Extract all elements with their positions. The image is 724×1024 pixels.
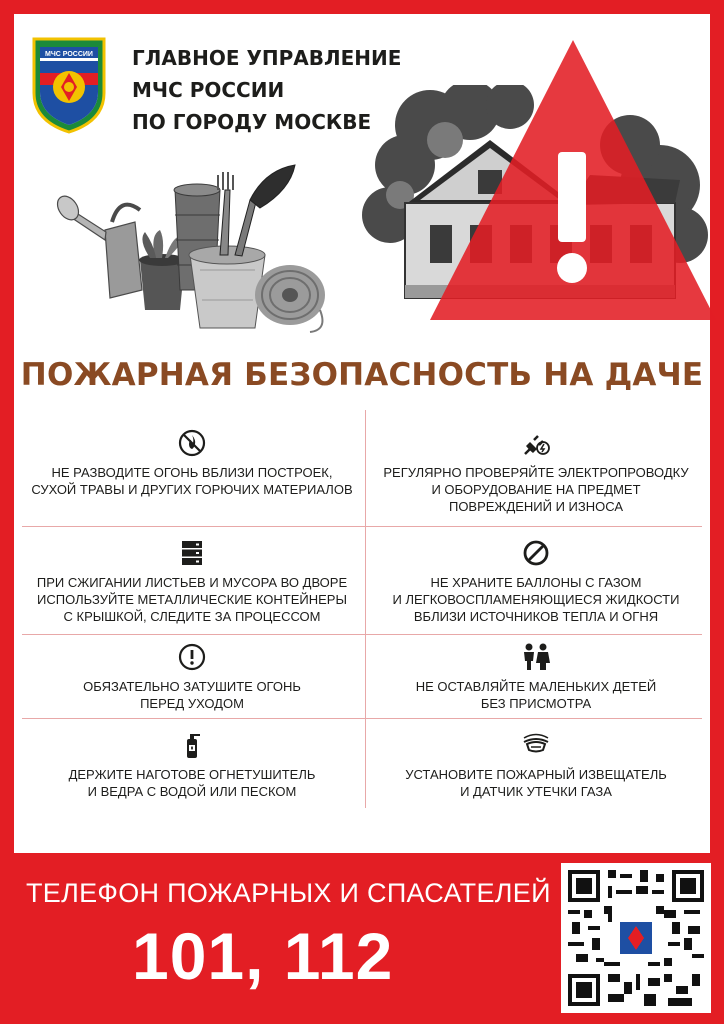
logo-top-text: МЧС РОССИИ <box>45 51 93 58</box>
rule-item <box>366 428 706 515</box>
rule-item <box>22 730 362 800</box>
emchs-emblem-logo <box>30 35 108 135</box>
rule-line: ВБЛИЗИ ИСТОЧНИКОВ ТЕПЛА И ОГНЯ <box>413 609 659 624</box>
qr-code-image <box>568 870 704 1006</box>
rule-line: НЕ ХРАНИТЕ БАЛЛОНЫ С ГАЗОМ <box>430 575 642 590</box>
rule-item <box>22 642 362 712</box>
rule-line: ИСПОЛЬЗУЙТЕ МЕТАЛЛИЧЕСКИЕ КОНТЕЙНЕРЫ <box>37 592 347 607</box>
rule-item <box>22 428 362 498</box>
phone-label: ТЕЛЕФОН ПОЖАРНЫХ И СПАСАТЕЛЕЙ <box>26 878 551 908</box>
children-icon <box>521 642 551 672</box>
metal-container-icon <box>177 538 207 568</box>
rule-item <box>366 730 706 800</box>
electric-plug-icon <box>521 428 551 458</box>
rule-line: ДЕРЖИТЕ НАГОТОВЕ ОГНЕТУШИТЕЛЬ <box>68 767 316 782</box>
qr-code[interactable] <box>561 863 711 1013</box>
grid-divider <box>22 634 702 635</box>
rule-line: ОБЯЗАТЕЛЬНО ЗАТУШИТЕ ОГОНЬ <box>83 679 301 694</box>
org-line-3: ПО ГОРОДУ МОСКВЕ <box>132 110 372 134</box>
rule-item <box>366 538 706 625</box>
rule-line: И ОБОРУДОВАНИЕ НА ПРЕДМЕТ <box>431 482 641 497</box>
rule-item <box>22 538 362 625</box>
fire-extinguisher-icon <box>177 730 207 760</box>
prohibited-icon <box>521 538 551 568</box>
rule-line: НЕ РАЗВОДИТЕ ОГОНЬ ВБЛИЗИ ПОСТРОЕК, <box>51 465 333 480</box>
safety-rules-grid <box>22 410 702 810</box>
rule-line: И ЛЕГКОВОСПЛАМЕНЯЮЩИЕСЯ ЖИДКОСТИ <box>392 592 680 607</box>
rule-line: ПЕРЕД УХОДОМ <box>140 696 244 711</box>
exclamation-circle-icon <box>177 642 207 672</box>
warning-triangle-icon <box>430 40 716 330</box>
rule-line: НЕ ОСТАВЛЯЙТЕ МАЛЕНЬКИХ ДЕТЕЙ <box>415 679 657 694</box>
grid-divider <box>22 718 702 719</box>
rule-item <box>366 642 706 712</box>
rule-line: РЕГУЛЯРНО ПРОВЕРЯЙТЕ ЭЛЕКТРОПРОВОДКУ <box>383 465 689 480</box>
smoke-detector-icon <box>521 730 551 760</box>
rule-line: С КРЫШКОЙ, СЛЕДИТЕ ЗА ПРОЦЕССОМ <box>63 609 321 624</box>
rule-line: ПОВРЕЖДЕНИЙ И ИЗНОСА <box>448 499 624 514</box>
rule-line: УСТАНОВИТЕ ПОЖАРНЫЙ ИЗВЕЩАТЕЛЬ <box>405 767 667 782</box>
no-fire-icon <box>177 428 207 458</box>
garden-tools-image <box>50 160 330 335</box>
org-line-2: МЧС РОССИИ <box>132 78 285 102</box>
emergency-phone-numbers: 101, 112 <box>132 919 394 993</box>
rule-line: ПРИ СЖИГАНИИ ЛИСТЬЕВ И МУСОРА ВО ДВОРЕ <box>36 575 348 590</box>
rule-line: СУХОЙ ТРАВЫ И ДРУГИХ ГОРЮЧИХ МАТЕРИАЛОВ <box>31 482 353 497</box>
rule-line: И ВЕДРА С ВОДОЙ ИЛИ ПЕСКОМ <box>87 784 297 799</box>
rule-line: БЕЗ ПРИСМОТРА <box>480 696 592 711</box>
poster-title: ПОЖАРНАЯ БЕЗОПАСНОСТЬ НА ДАЧЕ <box>20 357 704 393</box>
org-line-1: ГЛАВНОЕ УПРАВЛЕНИЕ <box>132 46 402 70</box>
rule-line: И ДАТЧИК УТЕЧКИ ГАЗА <box>460 784 612 799</box>
grid-divider <box>22 526 702 527</box>
